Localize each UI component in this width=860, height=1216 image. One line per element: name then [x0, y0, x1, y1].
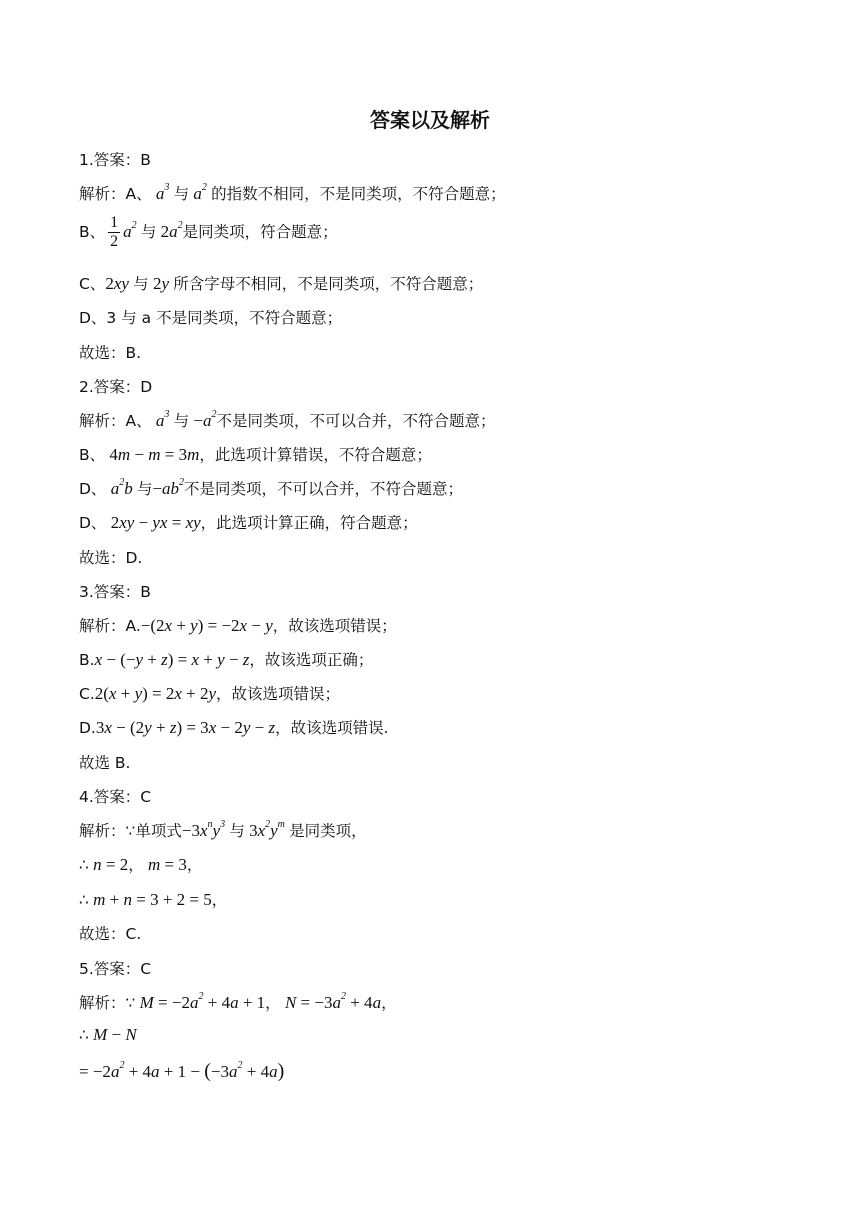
q1-analysis-b: B、 $\frac{1}{2}$ $a^2$ 与 $2a^2$是同类项，符合题意； [79, 214, 338, 250]
q3-analysis-c: C.2(x + y) = 2x + 2y，故该选项错误； [79, 684, 341, 703]
q3-analysis-d: D.3x − (2y + z) = 3x − 2y − z，故该选项错误. [79, 718, 389, 737]
q1-analysis-c: C、2xy 与 2y 所含字母不相同，不是同类项，不符合题意； [79, 274, 484, 293]
q2-answer: 2.答案：D [79, 378, 153, 396]
q1-answer: 1.答案：B [79, 151, 151, 169]
q1-conclusion: 故选：B. [79, 344, 142, 362]
q3-analysis-b: B.x − (−y + z) = x + y − z，故该选项正确； [79, 650, 374, 669]
q4-analysis: 解析：∵单项式$-3x^ny^3$ 与 $3x^2y^m$ 是同类项， [79, 819, 367, 840]
q2-analysis-a: 解析：A、 $a^3$ 与 $-a^2$不是同类项，不可以合并，不符合题意； [79, 409, 496, 430]
q2-conclusion: 故选：D. [79, 549, 143, 567]
q2-analysis-b: B、 4m − m = 3m，此选项计算错误，不符合题意； [79, 445, 432, 464]
q5-analysis: 解析：∵ $M = -2a^2 + 4a + 1$， $N = -3a^2 + 4a$， [79, 991, 397, 1012]
fraction-one-half: $\frac{1}{2}$ [110, 214, 119, 250]
q2-analysis-d: D、 2xy − yx = xy，此选项计算正确，符合题意； [79, 513, 418, 532]
q3-answer: 3.答案：B [79, 583, 151, 601]
q4-conclusion: 故选：C. [79, 925, 142, 943]
q4-answer: 4.答案：C [79, 788, 152, 806]
q4-step1: ∴ n = 2， m = 3， [79, 855, 203, 874]
q4-step2: ∴ m + n = 3 + 2 = 5， [79, 890, 228, 909]
q1-analysis-d: D、3 与 a 不是同类项，不符合题意； [79, 309, 343, 327]
q1-analysis-a: 解析：A、 $a^3$ 与 $a^2$ 的指数不相同，不是同类项，不符合题意； [79, 182, 506, 203]
q5-step2: = $-2a^2 + 4a + 1 - (-3a^2 + 4a)$ [79, 1060, 285, 1082]
q3-analysis-a: 解析：A.−(2x + y) = −2x − y，故该选项错误； [79, 616, 397, 635]
q3-conclusion: 故选 B. [79, 754, 131, 772]
page-title: 答案以及解析 [370, 108, 490, 132]
q5-answer: 5.答案：C [79, 960, 152, 978]
q5-step1: ∴ M − N [79, 1025, 137, 1044]
q2-analysis-c: D、 $a^2b$ 与$-ab^2$不是同类项，不可以合并，不符合题意； [79, 477, 464, 498]
